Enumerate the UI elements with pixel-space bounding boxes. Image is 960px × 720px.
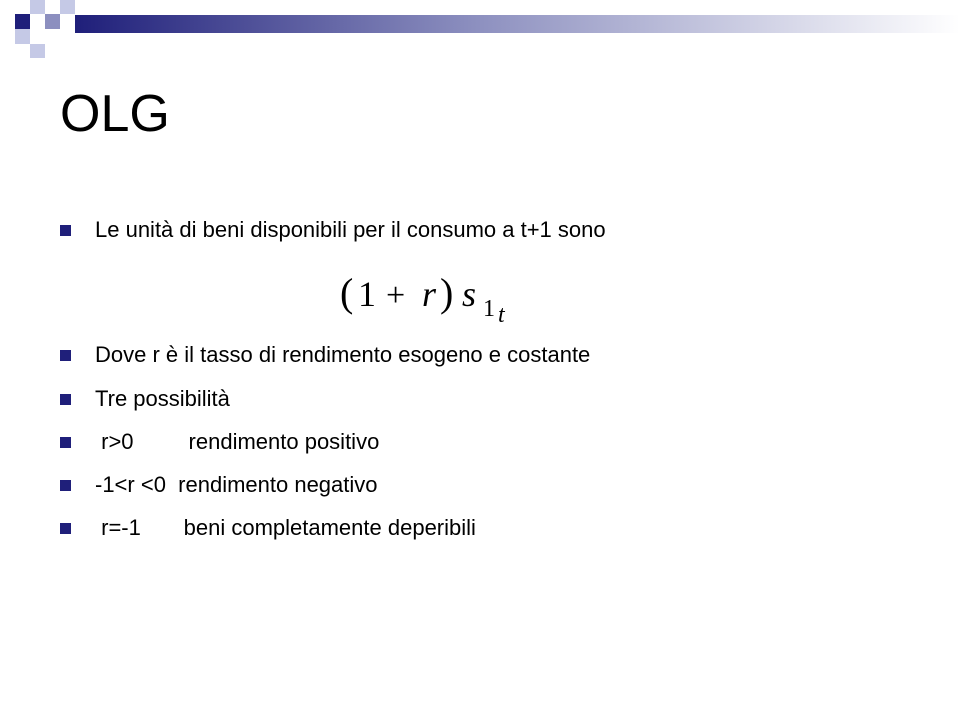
bullet-text: Dove r è il tasso di rendimento esogeno e costante <box>95 342 591 367</box>
square-bullet-icon <box>60 437 71 448</box>
formula <box>340 268 530 328</box>
formula-r: r <box>422 274 437 314</box>
square-bullet-icon <box>60 480 71 491</box>
formula-s: s <box>462 274 477 314</box>
bullet-text: Le unità di beni disponibili per il consumo a t+1 sono <box>95 217 606 242</box>
square-bullet-icon <box>60 394 71 405</box>
formula-plus: + <box>386 277 406 314</box>
bullet-text: Tre possibilità <box>95 386 230 411</box>
bullet-item <box>60 215 606 245</box>
bullet-text: r>0 rendimento positivo <box>95 429 380 454</box>
bullet-item <box>60 470 378 500</box>
formula-subscript-t: t <box>498 302 505 328</box>
square-bullet-icon <box>60 350 71 361</box>
bullet-text: r=-1 beni completamente deperibili <box>95 515 476 540</box>
square-bullet-icon <box>60 523 71 534</box>
bullet-item <box>60 384 230 414</box>
bullet-text: -1<r <0 rendimento negativo <box>95 472 378 497</box>
formula-close-paren: ) <box>440 270 454 315</box>
formula-open-paren: ( <box>340 270 354 315</box>
formula-one: 1 <box>358 274 376 314</box>
bullet-item <box>60 340 590 370</box>
square-bullet-icon <box>60 225 71 236</box>
bullet-item <box>60 513 476 543</box>
bullet-item <box>60 427 379 457</box>
formula-subscript-1: 1 <box>483 296 495 322</box>
slide-title: OLG <box>60 85 170 143</box>
